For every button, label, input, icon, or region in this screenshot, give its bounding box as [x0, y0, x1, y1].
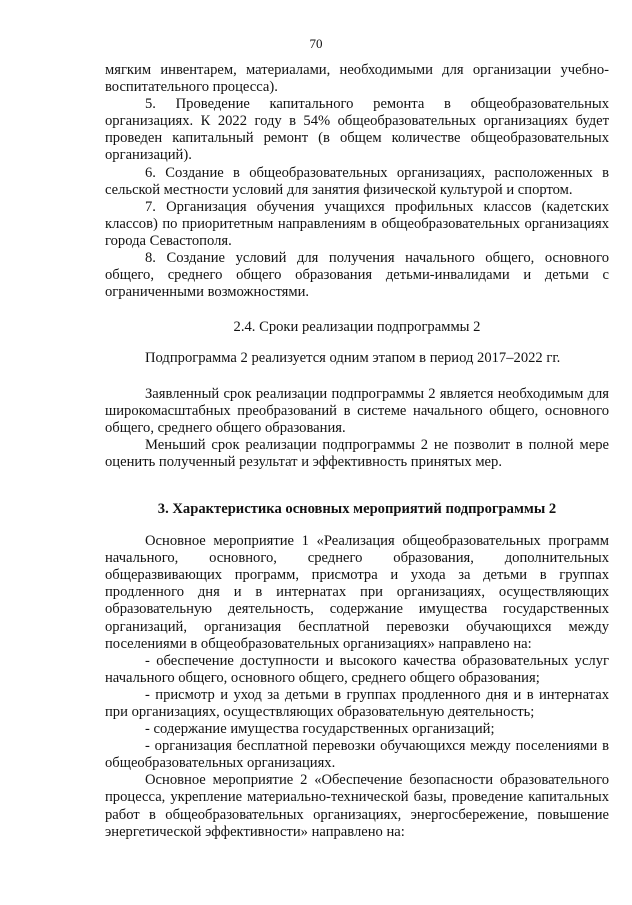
paragraph: Основное мероприятие 2 «Обеспечение безопасности образовательного процесса, укрепление материально-технической базы, проведение капитальных работ в общеобразовательных организациях, энергосбережение, повышение энергетической эффективности» направлено на: [105, 772, 609, 840]
paragraph: 5. Проведение капитального ремонта в общеобразовательных организациях. К 2022 году в 54% общеобразовательных организациях будет проведен капитальный ремонт (в общем количестве общеобразовательных организаций). [105, 96, 609, 164]
paragraph: Меньший срок реализации подпрограммы 2 не позволит в полной мере оценить полученный результат и эффективность принятых мер. [105, 436, 609, 470]
paragraph: Заявленный срок реализации подпрограммы 2 является необходимым для широкомасштабных преобразований в системе начального общего, основного общего, среднего общего образования. [105, 385, 609, 436]
paragraph: 7. Организация обучения учащихся профильных классов (кадетских классов) по приоритетным направлениям в общеобразовательных организациях города Севастополя. [105, 198, 609, 249]
page-number: 70 [309, 36, 323, 51]
document-body [105, 62, 609, 841]
paragraph: 8. Создание условий для получения начального общего, основного общего, среднего общего образования детьми-инвалидами и детьми с ограниченными возможностями. [105, 250, 609, 301]
list-item: - организация бесплатной перевозки обучающихся между поселениями в общеобразовательных организациях. [105, 738, 609, 772]
section-heading: 3. Характеристика основных мероприятий подпрограммы 2 [157, 500, 557, 517]
paragraph: 6. Создание в общеобразовательных организациях, расположенных в сельской местности условий для занятия физической культурой и спортом. [105, 164, 609, 198]
paragraph: Основное мероприятие 1 «Реализация общеобразовательных программ начального, основного, среднего образования, дополнительных общеразвивающих программ, присмотра и ухода за детьми в группах продленного дня и в интернатах при организациях, осуществляющих образовательную деятельность, содержание имущества государственных организаций, организация бесплатной перевозки обучающихся между поселениями в общеобразовательных организациях» направлено на: [105, 533, 609, 652]
paragraph: Подпрограмма 2 реализуется одним этапом в период 2017–2022 гг. [145, 350, 561, 367]
list-item: - обеспечение доступности и высокого качества образовательных услуг начального общего, основного общего, среднего общего образования; [105, 652, 609, 686]
list-item: - присмотр и уход за детьми в группах продленного дня и в интернатах при организациях, осуществляющих образовательную деятельность; [105, 686, 609, 720]
list-item: - содержание имущества государственных организаций; [145, 721, 495, 738]
paragraph: мягким инвентарем, материалами, необходимыми для организации учебно-воспитательного процесса). [105, 62, 609, 96]
section-heading: 2.4. Сроки реализации подпрограммы 2 [233, 319, 481, 336]
